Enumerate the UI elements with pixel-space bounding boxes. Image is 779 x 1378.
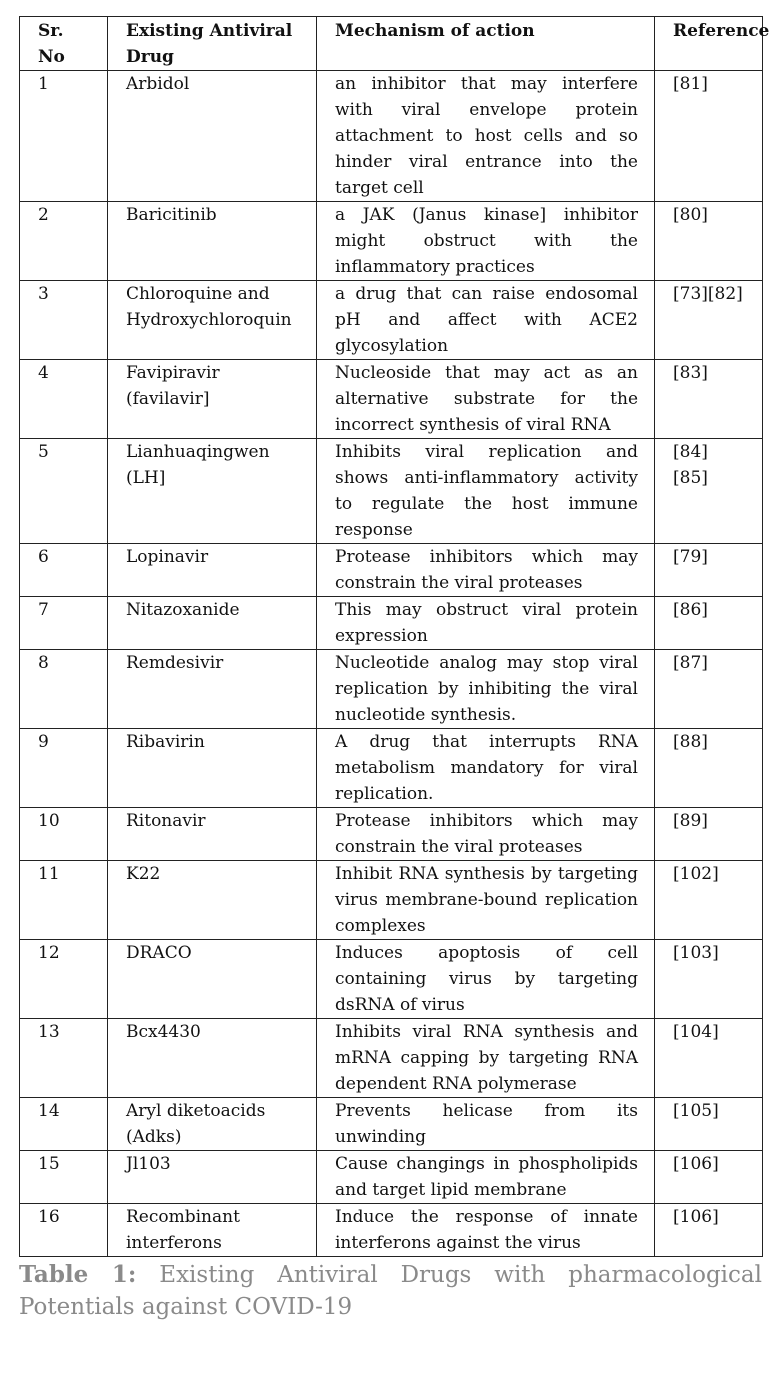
- cell-sr-no: 1: [20, 71, 108, 202]
- cell-drug: K22: [108, 861, 317, 940]
- table-row: [20, 1204, 763, 1257]
- cell-drug: Aryl diketoacids (Adks): [108, 1098, 317, 1151]
- table-row: [20, 71, 763, 202]
- table-row: [20, 650, 763, 729]
- cell-reference: [87]: [655, 650, 763, 729]
- cell-sr-no: 14: [20, 1098, 108, 1151]
- cell-mechanism: Protease inhibitors which may constrain the viral proteases: [317, 544, 655, 597]
- cell-reference: [86]: [655, 597, 763, 650]
- table-header: [20, 17, 770, 71]
- table-row: [20, 439, 763, 544]
- table-row: [20, 808, 763, 861]
- cell-sr-no: 4: [20, 360, 108, 439]
- cell-drug: DRACO: [108, 940, 317, 1019]
- cell-reference: [73][82]: [655, 281, 763, 360]
- cell-reference: [106]: [655, 1151, 763, 1204]
- cell-mechanism: A drug that interrupts RNA metabolism mandatory for viral replication.: [317, 729, 655, 808]
- header-row: [20, 17, 763, 71]
- table-row: [20, 597, 763, 650]
- cell-sr-no: 8: [20, 650, 108, 729]
- cell-sr-no: 13: [20, 1019, 108, 1098]
- cell-sr-no: 7: [20, 597, 108, 650]
- cell-reference: [104]: [655, 1019, 763, 1098]
- table-row: [20, 729, 763, 808]
- cell-reference: [79]: [655, 544, 763, 597]
- cell-reference: [84] [85]: [655, 439, 763, 544]
- cell-mechanism: a drug that can raise endosomal pH and affect with ACE2 glycosylation: [317, 281, 655, 360]
- cell-reference: [106]: [655, 1204, 763, 1257]
- table-row: [20, 1151, 763, 1204]
- cell-mechanism: Protease inhibitors which may constrain the viral proteases: [317, 808, 655, 861]
- cell-drug: Chloroquine and Hydroxychloroquin: [108, 281, 317, 360]
- cell-mechanism: Nucleotide analog may stop viral replication by inhibiting the viral nucleotide synthesis.: [317, 650, 655, 729]
- cell-reference: [80]: [655, 202, 763, 281]
- table-row: [20, 861, 763, 940]
- cell-mechanism: Cause changings in phospholipids and target lipid membrane: [317, 1151, 655, 1204]
- cell-reference: [81]: [655, 71, 763, 202]
- table-row: [20, 360, 763, 439]
- cell-mechanism: a JAK (Janus kinase] inhibitor might obstruct with the inflammatory practices: [317, 202, 655, 281]
- cell-drug: Nitazoxanide: [108, 597, 317, 650]
- document: [19, 16, 770, 1323]
- header-sr-no: Sr. No: [20, 17, 108, 71]
- cell-drug: Arbidol: [108, 71, 317, 202]
- cell-reference: [89]: [655, 808, 763, 861]
- table-row: [20, 202, 763, 281]
- cell-drug: Jl103: [108, 1151, 317, 1204]
- cell-reference: [103]: [655, 940, 763, 1019]
- cell-sr-no: 2: [20, 202, 108, 281]
- cell-sr-no: 3: [20, 281, 108, 360]
- cell-mechanism: Inhibits viral replication and shows anti-inflammatory activity to regulate the host immune response: [317, 439, 655, 544]
- cell-mechanism: Prevents helicase from its unwinding: [317, 1098, 655, 1151]
- table-row: [20, 544, 763, 597]
- cell-sr-no: 12: [20, 940, 108, 1019]
- cell-sr-no: 16: [20, 1204, 108, 1257]
- cell-mechanism: Nucleoside that may act as an alternative substrate for the incorrect synthesis of viral RNA: [317, 360, 655, 439]
- cell-mechanism: an inhibitor that may interfere with viral envelope protein attachment to host cells and so hinder viral entrance into the target cell: [317, 71, 655, 202]
- antiviral-drugs-table: [19, 16, 770, 1257]
- header-reference: Reference: [655, 17, 763, 71]
- cell-drug: Baricitinib: [108, 202, 317, 281]
- cell-sr-no: 9: [20, 729, 108, 808]
- cell-mechanism: Induces apoptosis of cell containing virus by targeting dsRNA of virus: [317, 940, 655, 1019]
- caption-label: Table 1:: [19, 1261, 137, 1288]
- table-row: [20, 281, 763, 360]
- table-row: [20, 940, 763, 1019]
- cell-drug: Lianhuaqingwen (LH]: [108, 439, 317, 544]
- cell-reference: [105]: [655, 1098, 763, 1151]
- cell-drug: Ribavirin: [108, 729, 317, 808]
- cell-mechanism: Inhibit RNA synthesis by targeting virus membrane-bound replication complexes: [317, 861, 655, 940]
- header-drug: Existing Antiviral Drug: [108, 17, 317, 71]
- cell-mechanism: Inhibits viral RNA synthesis and mRNA capping by targeting RNA dependent RNA polymerase: [317, 1019, 655, 1098]
- cell-sr-no: 5: [20, 439, 108, 544]
- cell-drug: Ritonavir: [108, 808, 317, 861]
- cell-drug: Lopinavir: [108, 544, 317, 597]
- table-row: [20, 1019, 763, 1098]
- cell-sr-no: 10: [20, 808, 108, 861]
- cell-mechanism: Induce the response of innate interferons against the virus: [317, 1204, 655, 1257]
- cell-reference: [88]: [655, 729, 763, 808]
- table-row: [20, 1098, 763, 1151]
- header-mechanism: Mechanism of action: [317, 17, 655, 71]
- table-body: [20, 71, 763, 1257]
- cell-sr-no: 11: [20, 861, 108, 940]
- caption-text: Existing Antiviral Drugs with pharmacological Potentials against COVID-19: [19, 1262, 762, 1320]
- table-caption: [19, 1259, 762, 1323]
- cell-sr-no: 15: [20, 1151, 108, 1204]
- cell-reference: [102]: [655, 861, 763, 940]
- cell-sr-no: 6: [20, 544, 108, 597]
- cell-drug: Favipiravir (favilavir]: [108, 360, 317, 439]
- cell-drug: Remdesivir: [108, 650, 317, 729]
- cell-mechanism: This may obstruct viral protein expression: [317, 597, 655, 650]
- cell-drug: Recombinant interferons: [108, 1204, 317, 1257]
- cell-reference: [83]: [655, 360, 763, 439]
- cell-drug: Bcx4430: [108, 1019, 317, 1098]
